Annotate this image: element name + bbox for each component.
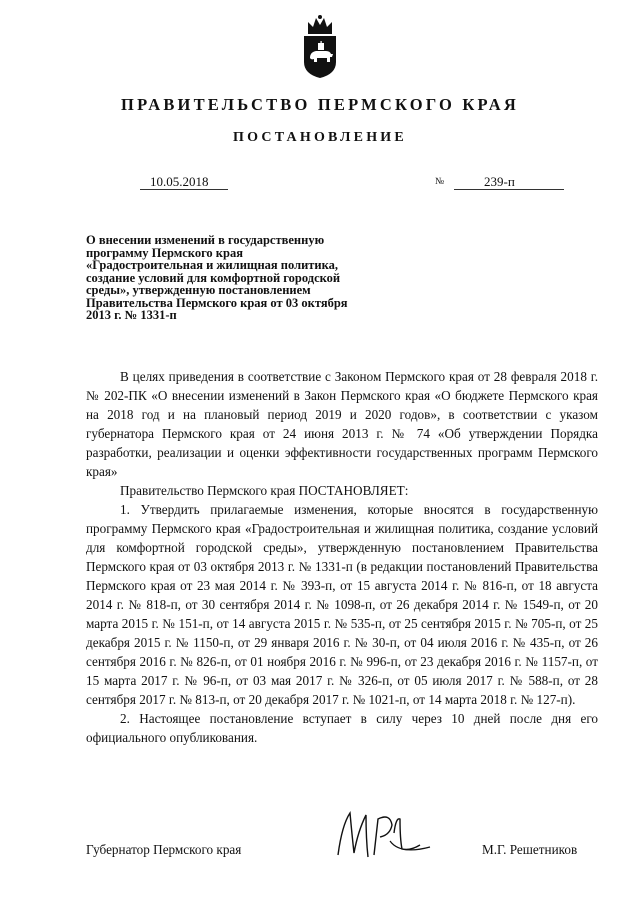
number-label: №: [435, 177, 445, 187]
subject-line: программу Пермского края: [86, 245, 243, 260]
signatory-title: Губернатор Пермского края: [86, 842, 242, 857]
subject-line: О внесении изменений в государственную: [86, 233, 325, 247]
coat-of-arms-icon: [300, 14, 340, 85]
document-type: ПОСТАНОВЛЕНИЕ: [233, 130, 407, 145]
subject-line: 2013 г. № 1331-п: [86, 308, 177, 322]
document-body: [86, 367, 598, 747]
preamble-paragraph: В целях приведения в соответствие с Законом Пермского края от 28 февраля 2018 г. № 202-ПК «О внесении изменений в Закон Пермского края «О бюджете Пермского края на 2018 год и на плановый период 2019 и 2020 годов», в соответствии с указом губернатора Пермского края от 24 июня 2013 г. № 74 «Об утверждении Порядка разработки, реализации и оценки эффективности государственных программ Пермского края»: [86, 369, 598, 479]
handwritten-signature: [330, 805, 440, 870]
document-number: 239-п: [454, 174, 564, 190]
resolution-statement: Правительство Пермского края ПОСТАНОВЛЯЕТ:: [120, 483, 409, 498]
clause-2: 2. Настоящее постановление вступает в силу через 10 дней после дня его официального опубликования.: [86, 711, 598, 745]
government-title: ПРАВИТЕЛЬСТВО ПЕРМСКОГО КРАЯ: [121, 95, 519, 114]
subject-line: среды», утвержденную постановлением: [86, 283, 311, 297]
subject-line: Правительства Пермского края от 03 октября: [86, 295, 348, 310]
document-date: 10.05.2018: [140, 174, 228, 190]
subject-line: создание условий для комфортной городской: [86, 270, 341, 285]
clause-1: 1. Утвердить прилагаемые изменения, которые вносятся в государственную программу Пермского края «Градостроительная и жилищная политика, создание условий для комфортной городской среды», утвержденную постановлением Правительства Пермского края от 03 октября 2013 г. № 1331-п (в редакции постановлений Правительства Пермского края от 23 мая 2014 г. № 393-п, от 15 августа 2014 г. № 816-п, от 18 августа 2014 г. № 818-п, от 30 сентября 2014 г. № 1098-п, от 26 декабря 2014 г. № 1549-п, от 20 марта 2015 г. № 151-п, от 14 августа 2015 г. № 535-п, от 25 сентября 2015 г. № 705-п, от 25 декабря 2015 г. № 1150-п, от 29 января 2016 г. № 30-п, от 04 июля 2016 г. № 435-п, от 26 сентября 2016 г. № 826-п, от 01 ноября 2016 г. № 996-п, от 23 декабря 2016 г. № 1157-п, от 15 марта 2017 г. № 96-п, от 03 мая 2017 г. № 326-п, от 05 июля 2017 г. № 588-п, от 28 сентября 2017 г. № 813-п, от 20 декабря 2017 г. № 1021-п, от 14 марта 2018 г. № 127-п).: [86, 502, 598, 707]
document-subject: [86, 234, 426, 322]
subject-line: «Градостроительная и жилищная политика,: [86, 258, 339, 272]
signatory-name: М.Г. Решетников: [482, 842, 578, 857]
